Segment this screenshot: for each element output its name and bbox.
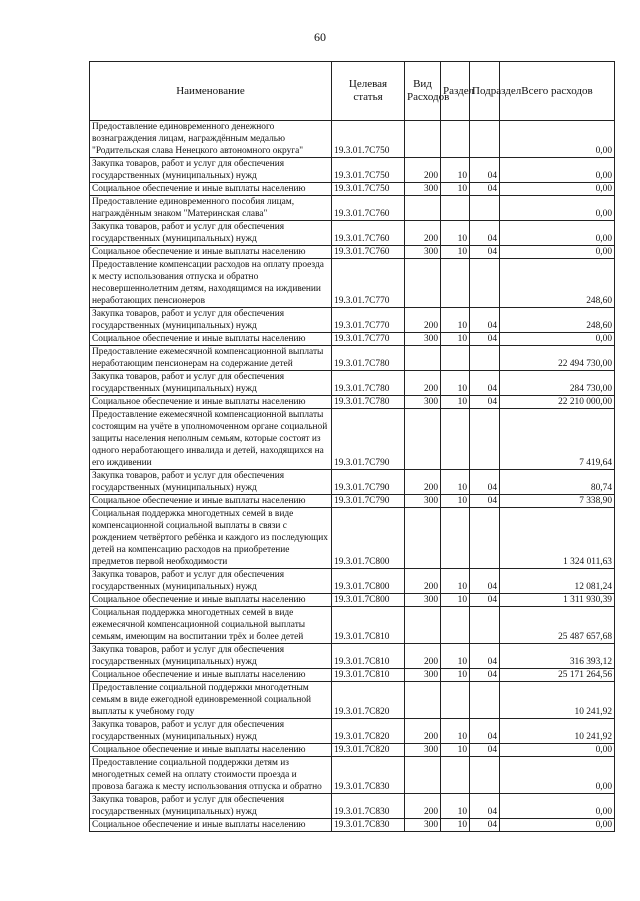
row-subsection-cell: 04	[470, 308, 500, 333]
row-section-cell: 10	[441, 594, 470, 607]
row-name-cell: Закупка товаров, работ и услуг для обеспечения государственных (муниципальных) нужд	[90, 569, 332, 594]
row-name-cell: Социальное обеспечение и иные выплаты населению	[90, 495, 332, 508]
row-subsection-cell: 04	[470, 495, 500, 508]
header-section: Раздел	[441, 62, 470, 121]
row-target-article-cell: 19.3.01.7С780	[332, 396, 405, 409]
row-target-article-cell: 19.3.01.7С760	[332, 246, 405, 259]
row-section-cell	[441, 346, 470, 371]
row-target-article-cell: 19.3.01.7С790	[332, 409, 405, 470]
row-expense-kind-cell: 200	[405, 158, 441, 183]
row-subsection-cell: 04	[470, 158, 500, 183]
table-row	[90, 594, 615, 607]
row-section-cell: 10	[441, 470, 470, 495]
row-section-cell: 10	[441, 744, 470, 757]
table-row	[90, 719, 615, 744]
row-target-article-cell: 19.3.01.7С820	[332, 682, 405, 719]
row-target-article-cell: 19.3.01.7С810	[332, 644, 405, 669]
row-name-cell: Социальное обеспечение и иные выплаты населению	[90, 333, 332, 346]
table-row	[90, 121, 615, 158]
row-expense-kind-cell: 300	[405, 594, 441, 607]
row-total-cell: 248,60	[500, 308, 615, 333]
row-name-cell: Социальная поддержка многодетных семей в виде ежемесячной компенсационной социальной выплаты семьям, имеющим на воспитании трёх и более детей	[90, 607, 332, 644]
table-row	[90, 495, 615, 508]
row-section-cell: 10	[441, 794, 470, 819]
row-subsection-cell: 04	[470, 794, 500, 819]
table-row	[90, 396, 615, 409]
row-section-cell: 10	[441, 819, 470, 832]
table-row	[90, 757, 615, 794]
table-row	[90, 333, 615, 346]
row-section-cell	[441, 409, 470, 470]
row-total-cell: 0,00	[500, 794, 615, 819]
header-expense-kind: Вид Расходов	[405, 62, 441, 121]
table-row	[90, 607, 615, 644]
row-subsection-cell: 04	[470, 819, 500, 832]
table-row	[90, 644, 615, 669]
row-subsection-cell: 04	[470, 333, 500, 346]
row-target-article-cell: 19.3.01.7С830	[332, 794, 405, 819]
row-total-cell: 25 171 264,56	[500, 669, 615, 682]
page-number: 60	[314, 30, 326, 44]
table-row	[90, 470, 615, 495]
row-total-cell: 80,74	[500, 470, 615, 495]
row-expense-kind-cell: 300	[405, 819, 441, 832]
row-total-cell: 22 494 730,00	[500, 346, 615, 371]
row-expense-kind-cell: 300	[405, 744, 441, 757]
row-subsection-cell	[470, 682, 500, 719]
row-total-cell: 7 338,90	[500, 495, 615, 508]
row-total-cell: 0,00	[500, 819, 615, 832]
row-subsection-cell: 04	[470, 594, 500, 607]
row-subsection-cell	[470, 508, 500, 569]
row-expense-kind-cell: 200	[405, 794, 441, 819]
row-name-cell: Предоставление компенсации расходов на оплату проезда к месту использования отпуска и обратно несовершеннолетним детям, находящимся на иждивении неработающих пенсионеров	[90, 259, 332, 308]
row-section-cell	[441, 196, 470, 221]
row-subsection-cell: 04	[470, 744, 500, 757]
row-target-article-cell: 19.3.01.7С800	[332, 594, 405, 607]
table-row	[90, 346, 615, 371]
row-target-article-cell: 19.3.01.7С790	[332, 470, 405, 495]
row-section-cell: 10	[441, 569, 470, 594]
header-total: Всего расходов	[500, 62, 615, 121]
row-expense-kind-cell: 200	[405, 308, 441, 333]
row-section-cell: 10	[441, 396, 470, 409]
row-name-cell: Предоставление социальной поддержки многодетным семьям в виде ежегодной единовременной социальной выплаты к учебному году	[90, 682, 332, 719]
row-total-cell: 0,00	[500, 196, 615, 221]
row-total-cell: 1 311 930,39	[500, 594, 615, 607]
row-section-cell: 10	[441, 719, 470, 744]
table-row	[90, 259, 615, 308]
row-expense-kind-cell: 300	[405, 183, 441, 196]
row-subsection-cell	[470, 607, 500, 644]
row-expense-kind-cell: 300	[405, 495, 441, 508]
row-expense-kind-cell	[405, 757, 441, 794]
table-row	[90, 371, 615, 396]
row-expense-kind-cell: 300	[405, 396, 441, 409]
row-name-cell: Закупка товаров, работ и услуг для обеспечения государственных (муниципальных) нужд	[90, 221, 332, 246]
row-total-cell: 0,00	[500, 221, 615, 246]
row-expense-kind-cell: 300	[405, 333, 441, 346]
table-row	[90, 669, 615, 682]
row-section-cell: 10	[441, 669, 470, 682]
row-expense-kind-cell	[405, 346, 441, 371]
row-name-cell: Социальное обеспечение и иные выплаты населению	[90, 744, 332, 757]
row-section-cell	[441, 757, 470, 794]
row-target-article-cell: 19.3.01.7С820	[332, 719, 405, 744]
table-row	[90, 221, 615, 246]
row-expense-kind-cell	[405, 121, 441, 158]
row-total-cell: 0,00	[500, 183, 615, 196]
row-total-cell: 0,00	[500, 333, 615, 346]
row-total-cell: 0,00	[500, 757, 615, 794]
row-subsection-cell: 04	[470, 569, 500, 594]
row-expense-kind-cell: 200	[405, 569, 441, 594]
row-target-article-cell: 19.3.01.7С800	[332, 508, 405, 569]
row-name-cell: Социальное обеспечение и иные выплаты населению	[90, 594, 332, 607]
row-expense-kind-cell	[405, 409, 441, 470]
row-expense-kind-cell	[405, 196, 441, 221]
row-total-cell: 248,60	[500, 259, 615, 308]
row-subsection-cell	[470, 121, 500, 158]
header-name: Наименование	[90, 62, 332, 121]
row-section-cell: 10	[441, 221, 470, 246]
row-section-cell: 10	[441, 333, 470, 346]
table-row	[90, 246, 615, 259]
row-section-cell	[441, 508, 470, 569]
row-target-article-cell: 19.3.01.7С790	[332, 495, 405, 508]
row-target-article-cell: 19.3.01.7С750	[332, 121, 405, 158]
table-row	[90, 508, 615, 569]
row-total-cell: 10 241,92	[500, 682, 615, 719]
row-target-article-cell: 19.3.01.7С780	[332, 371, 405, 396]
table-row	[90, 794, 615, 819]
row-section-cell: 10	[441, 495, 470, 508]
row-section-cell	[441, 607, 470, 644]
row-target-article-cell: 19.3.01.7С770	[332, 308, 405, 333]
row-section-cell: 10	[441, 183, 470, 196]
row-target-article-cell: 19.3.01.7С760	[332, 196, 405, 221]
row-target-article-cell: 19.3.01.7С770	[332, 259, 405, 308]
row-subsection-cell	[470, 346, 500, 371]
row-subsection-cell: 04	[470, 719, 500, 744]
row-name-cell: Закупка товаров, работ и услуг для обеспечения государственных (муниципальных) нужд	[90, 644, 332, 669]
row-target-article-cell: 19.3.01.7С830	[332, 757, 405, 794]
row-name-cell: Предоставление ежемесячной компенсационной выплаты неработающим пенсионерам на содержание детей	[90, 346, 332, 371]
row-section-cell	[441, 682, 470, 719]
row-total-cell: 22 210 000,00	[500, 396, 615, 409]
row-section-cell	[441, 121, 470, 158]
row-target-article-cell: 19.3.01.7С800	[332, 569, 405, 594]
row-target-article-cell: 19.3.01.7С760	[332, 221, 405, 246]
row-total-cell: 0,00	[500, 744, 615, 757]
row-target-article-cell: 19.3.01.7С810	[332, 607, 405, 644]
row-name-cell: Закупка товаров, работ и услуг для обеспечения государственных (муниципальных) нужд	[90, 308, 332, 333]
row-total-cell: 284 730,00	[500, 371, 615, 396]
header-subsection: Подраздел	[470, 62, 500, 121]
row-subsection-cell: 04	[470, 470, 500, 495]
row-section-cell: 10	[441, 308, 470, 333]
row-target-article-cell: 19.3.01.7С750	[332, 158, 405, 183]
row-expense-kind-cell: 200	[405, 719, 441, 744]
row-expense-kind-cell: 200	[405, 221, 441, 246]
row-total-cell: 10 241,92	[500, 719, 615, 744]
table-row	[90, 308, 615, 333]
row-total-cell: 316 393,12	[500, 644, 615, 669]
row-target-article-cell: 19.3.01.7С770	[332, 333, 405, 346]
row-name-cell: Социальное обеспечение и иные выплаты населению	[90, 669, 332, 682]
row-expense-kind-cell: 200	[405, 644, 441, 669]
table-header-row	[90, 62, 615, 121]
row-subsection-cell	[470, 409, 500, 470]
row-subsection-cell	[470, 757, 500, 794]
row-name-cell: Социальное обеспечение и иные выплаты населению	[90, 183, 332, 196]
row-subsection-cell	[470, 196, 500, 221]
budget-table	[89, 61, 615, 832]
row-section-cell: 10	[441, 371, 470, 396]
row-name-cell: Закупка товаров, работ и услуг для обеспечения государственных (муниципальных) нужд	[90, 794, 332, 819]
row-name-cell: Социальная поддержка многодетных семей в виде компенсационной социальной выплаты в связи с рождением четвёртого ребёнка и каждого из последующих детей на компенсацию расходов на приобретение предметов первой необходимости	[90, 508, 332, 569]
row-subsection-cell: 04	[470, 669, 500, 682]
row-name-cell: Социальное обеспечение и иные выплаты населению	[90, 819, 332, 832]
row-name-cell: Закупка товаров, работ и услуг для обеспечения государственных (муниципальных) нужд	[90, 719, 332, 744]
row-expense-kind-cell: 200	[405, 470, 441, 495]
row-expense-kind-cell	[405, 508, 441, 569]
row-name-cell: Социальное обеспечение и иные выплаты населению	[90, 246, 332, 259]
row-name-cell: Предоставление ежемесячной компенсационной выплаты состоящим на учёте в уполномоченном органе социальной защиты населения неполным семьям, которые состоят из одного неработающего инвалида и детей, находящихся на его иждивении	[90, 409, 332, 470]
row-name-cell: Социальное обеспечение и иные выплаты населению	[90, 396, 332, 409]
row-subsection-cell: 04	[470, 183, 500, 196]
table-row	[90, 819, 615, 832]
row-total-cell: 0,00	[500, 246, 615, 259]
row-expense-kind-cell: 300	[405, 246, 441, 259]
table-row	[90, 183, 615, 196]
row-name-cell: Предоставление единовременного пособия лицам, награждённым знаком "Материнская слава"	[90, 196, 332, 221]
row-section-cell: 10	[441, 644, 470, 669]
header-target-article: Целевая статья	[332, 62, 405, 121]
row-subsection-cell: 04	[470, 246, 500, 259]
row-name-cell: Закупка товаров, работ и услуг для обеспечения государственных (муниципальных) нужд	[90, 371, 332, 396]
row-total-cell: 0,00	[500, 121, 615, 158]
row-expense-kind-cell: 300	[405, 669, 441, 682]
row-name-cell: Закупка товаров, работ и услуг для обеспечения государственных (муниципальных) нужд	[90, 158, 332, 183]
table-row	[90, 409, 615, 470]
row-section-cell: 10	[441, 246, 470, 259]
row-target-article-cell: 19.3.01.7С750	[332, 183, 405, 196]
row-name-cell: Предоставление единовременного денежного вознаграждения лицам, награждённым медалью "Родительская слава Ненецкого автономного округа"	[90, 121, 332, 158]
table-row	[90, 682, 615, 719]
row-total-cell: 1 324 011,63	[500, 508, 615, 569]
table-row	[90, 569, 615, 594]
row-target-article-cell: 19.3.01.7С780	[332, 346, 405, 371]
row-target-article-cell: 19.3.01.7С820	[332, 744, 405, 757]
row-total-cell: 7 419,64	[500, 409, 615, 470]
row-name-cell: Закупка товаров, работ и услуг для обеспечения государственных (муниципальных) нужд	[90, 470, 332, 495]
row-target-article-cell: 19.3.01.7С830	[332, 819, 405, 832]
row-name-cell: Предоставление социальной поддержки детям из многодетных семей на оплату стоимости проезда и провоза багажа к месту использования отпуска и обратно	[90, 757, 332, 794]
row-subsection-cell: 04	[470, 396, 500, 409]
row-expense-kind-cell	[405, 682, 441, 719]
row-subsection-cell: 04	[470, 644, 500, 669]
row-section-cell: 10	[441, 158, 470, 183]
row-expense-kind-cell	[405, 607, 441, 644]
row-expense-kind-cell	[405, 259, 441, 308]
table-row	[90, 196, 615, 221]
row-total-cell: 12 081,24	[500, 569, 615, 594]
row-subsection-cell: 04	[470, 371, 500, 396]
row-total-cell: 0,00	[500, 158, 615, 183]
row-subsection-cell	[470, 259, 500, 308]
table-row	[90, 744, 615, 757]
row-section-cell	[441, 259, 470, 308]
row-total-cell: 25 487 657,68	[500, 607, 615, 644]
table-row	[90, 158, 615, 183]
row-subsection-cell: 04	[470, 221, 500, 246]
row-expense-kind-cell: 200	[405, 371, 441, 396]
row-target-article-cell: 19.3.01.7С810	[332, 669, 405, 682]
